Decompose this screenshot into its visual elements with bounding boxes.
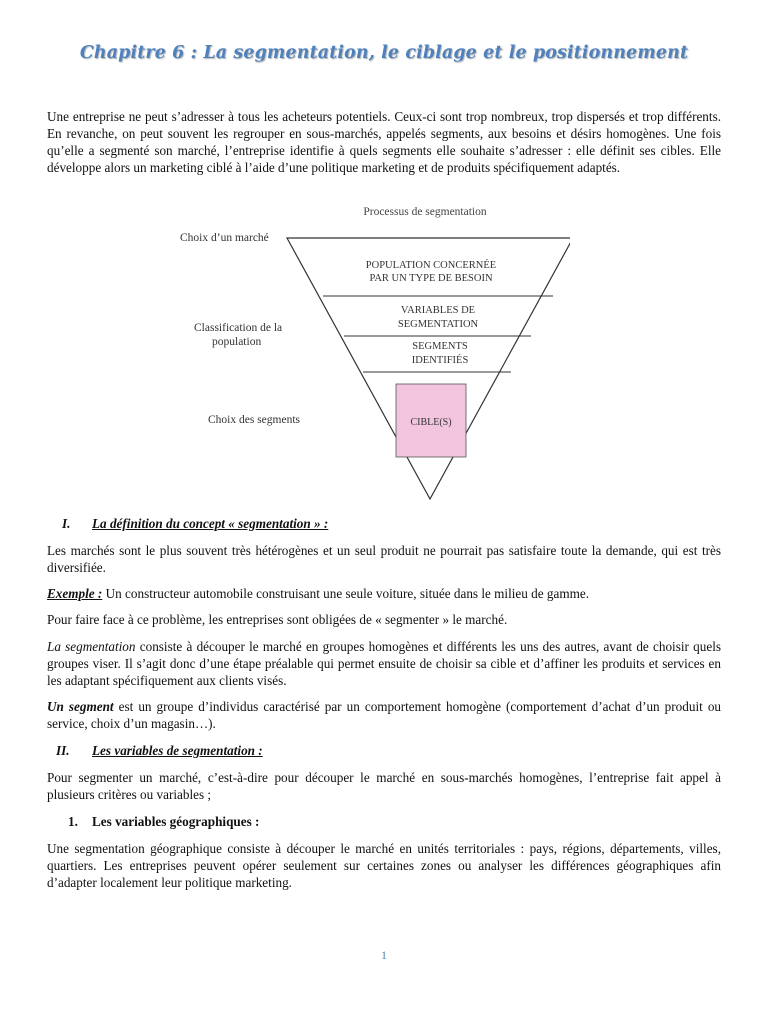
label-classification-line2: population: [212, 336, 262, 348]
label-classification-line1: Classification de la: [194, 322, 283, 334]
segment-definition: [47, 698, 721, 732]
page-number: 1: [381, 948, 387, 962]
diagram-title: Processus de segmentation: [363, 206, 487, 218]
level-target: CIBLE(S): [410, 417, 452, 428]
label-choix-segments: Choix des segments: [208, 414, 300, 426]
section-1-paragraph-2: Pour faire face à ce problème, les entreprises sont obligées de « segmenter » le marché.: [47, 612, 508, 627]
label-choix-marche: Choix d’un marché: [180, 232, 269, 244]
section-1-paragraph-1: Les marchés sont le plus souvent très hétérogènes et un seul produit ne pourrait pas satisfaire toute la demande, qui est très diversifiée.: [47, 543, 721, 575]
segment-definition-text: est un groupe d’individus caractérisé par un comportement homogène (comportement d’achat d’un produit ou service, choix d’un magasin…).: [47, 699, 722, 731]
segmentation-definition-text: consiste à découper le marché en groupes homogènes et différents les uns des autres, avant de choisir quels groupes viser. Il s’agit donc d’une étape préalable qui permet ensuite de choisir sa cible et d’affiner les produits et services en les adaptant spécifiquement aux clients visés.: [47, 639, 721, 688]
level-variables-line2: SEGMENTATION: [397, 319, 479, 330]
level-population-line2: PAR UN TYPE DE BESOIN: [369, 273, 493, 284]
subsection-1-heading: [68, 814, 259, 830]
chapter-title: Chapitre 6 : La segmentation, le ciblage et le positionnement: [79, 43, 689, 63]
example-text: Un constructeur automobile construisant une seule voiture, située dans le milieu de gamme.: [102, 586, 590, 601]
segmentation-definition: [47, 638, 721, 689]
segment-term: Un segment: [47, 699, 114, 714]
section-1-heading: [62, 516, 328, 532]
subsection-1-number: 1.: [68, 814, 78, 829]
level-segments-line2: IDENTIFIÉS: [411, 355, 469, 366]
section-1-title: La définition du concept « segmentation » :: [92, 516, 329, 531]
segmentation-term: La segmentation: [47, 639, 136, 654]
level-segments-line1: SEGMENTS: [412, 341, 468, 352]
section-2-number: II.: [56, 743, 70, 758]
example-paragraph: [47, 585, 721, 602]
section-1-number: I.: [62, 516, 71, 531]
example-label: Exemple :: [47, 586, 103, 601]
subsection-1-title: Les variables géographiques :: [92, 814, 260, 829]
intro-paragraph: Une entreprise ne peut s’adresser à tous les acheteurs potentiels. Ceux-ci sont trop nombreux, trop dispersés et trop différents. En revanche, on peut souvent les regrouper en sous-marchés, appelés segments, aux besoins et désirs homogènes. Une fois qu’elle a segmenté son marché, l’entreprise identifie à quels segments elle souhaite s’adresser : elle définit ses cibles. Elle développe alors un marketing ciblé à l’aide d’une politique marketing et de produits spécifiquement adaptés.: [47, 109, 721, 175]
section-2-heading: [56, 743, 263, 759]
section-2-paragraph-1: Pour segmenter un marché, c’est-à-dire pour découper le marché en sous-marchés homogènes, l’entreprise fait appel à plusieurs critères ou variables ;: [47, 770, 721, 802]
segmentation-diagram: [170, 196, 570, 506]
section-2-title: Les variables de segmentation :: [92, 743, 263, 758]
level-variables-line1: VARIABLES DE: [400, 305, 476, 316]
subsection-1-paragraph: Une segmentation géographique consiste à découper le marché en unités territoriales : pays, régions, départements, villes, quartiers. Les entreprises peuvent opérer seulement sur certaines zones ou analyser les différences géographiques afin d’adapter localement leur politique marketing.: [47, 841, 721, 890]
level-population-line1: POPULATION CONCERNÉE: [365, 260, 497, 271]
